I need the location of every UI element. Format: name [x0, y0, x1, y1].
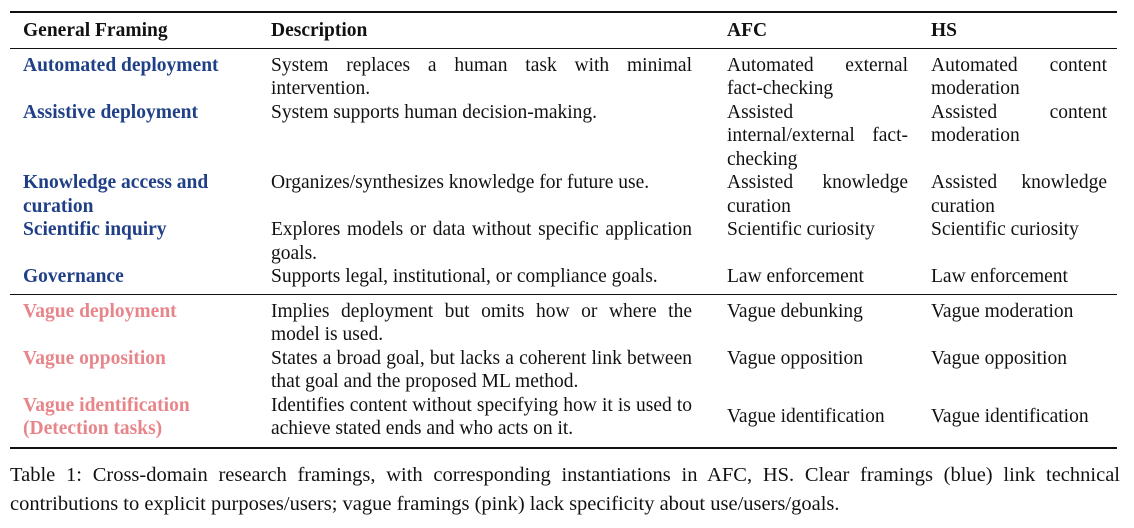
- description-cell: System supports human decision-making.: [271, 101, 598, 123]
- description-cell: Explores models or data without specific application goals.: [271, 219, 692, 264]
- afc-cell: Automated external fact-checking: [727, 54, 908, 99]
- afc-cell: Assisted internal/external fact-checking: [727, 101, 908, 170]
- caption-label: Table 1:: [10, 464, 82, 486]
- table-row: [10, 101, 1117, 172]
- framing-cell: Scientific inquiry: [23, 219, 167, 240]
- header-hs: HS: [931, 20, 958, 41]
- framing-cell: Vague identification (Detection tasks): [23, 394, 190, 439]
- description-cell: Implies deployment but omits how or where the model is used.: [271, 300, 692, 345]
- afc-cell: Law enforcement: [727, 266, 864, 287]
- hs-cell: Assisted content moderation: [931, 101, 1107, 146]
- header-general-framing: General Framing: [23, 20, 168, 41]
- hs-cell: Vague identification: [931, 406, 1089, 428]
- description-cell: System replaces a human task with minimal intervention.: [271, 54, 692, 99]
- framings-table-container: [10, 11, 1117, 449]
- framings-table: [10, 11, 1117, 449]
- caption-text: Cross-domain research framings, with corresponding instantiations in AFC, HS. Clear framings (blue) link technical contributions to explicit purposes/users; vague framings (pink) lack specificity about use/users/goals.: [10, 464, 1120, 515]
- table-row: [10, 218, 1117, 265]
- framing-cell: Vague opposition: [23, 347, 166, 369]
- table-header-row: [10, 12, 1117, 48]
- framing-cell: Knowledge access and curation: [23, 172, 209, 217]
- hs-cell: Vague opposition: [931, 347, 1067, 369]
- table-row: [10, 48, 1117, 101]
- description-cell: Identifies content without specifying how it is used to achieve stated ends and who acts on it.: [271, 394, 692, 439]
- afc-cell: Assisted knowledge curation: [727, 172, 908, 217]
- table-row: [10, 171, 1117, 218]
- table-row: [10, 294, 1117, 347]
- table-row: [10, 394, 1117, 448]
- hs-cell: Automated content moderation: [931, 54, 1107, 99]
- framing-cell: Vague deployment: [23, 300, 177, 322]
- framing-cell: Governance: [23, 266, 124, 287]
- description-cell: States a broad goal, but lacks a coherent link between that goal and the proposed ML method.: [271, 347, 692, 392]
- afc-cell: Vague debunking: [727, 300, 863, 322]
- description-cell: Supports legal, institutional, or compliance goals.: [271, 266, 658, 287]
- hs-cell: Law enforcement: [931, 266, 1068, 287]
- framing-cell: Assistive deployment: [23, 101, 198, 123]
- table-caption: [10, 461, 1120, 519]
- table-row: [10, 265, 1117, 294]
- header-description: Description: [271, 20, 368, 41]
- afc-cell: Vague opposition: [727, 347, 863, 369]
- hs-cell: Vague moderation: [931, 300, 1074, 322]
- afc-cell: Scientific curiosity: [727, 219, 875, 240]
- table-row: [10, 347, 1117, 394]
- description-cell: Organizes/synthesizes knowledge for future use.: [271, 172, 650, 193]
- afc-cell: Vague identification: [727, 406, 885, 428]
- framing-cell: Automated deployment: [23, 54, 219, 76]
- hs-cell: Assisted knowledge curation: [931, 172, 1107, 217]
- header-afc: AFC: [727, 20, 768, 41]
- hs-cell: Scientific curiosity: [931, 219, 1079, 240]
